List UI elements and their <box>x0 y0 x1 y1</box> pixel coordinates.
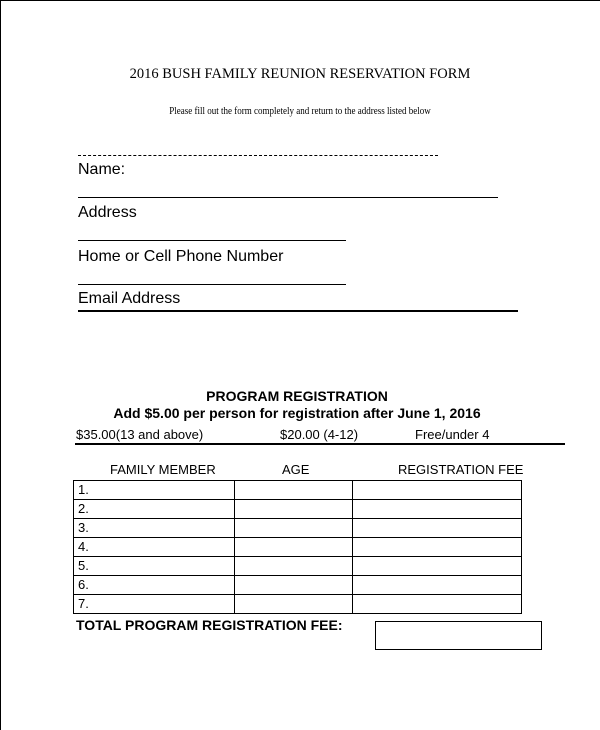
price-adult: $35.00(13 and above) <box>76 427 204 442</box>
family-member-cell[interactable]: 7. <box>74 595 235 614</box>
age-cell[interactable] <box>234 557 353 576</box>
table-row <box>74 519 522 538</box>
header-family-member: FAMILY MEMBER <box>110 462 216 477</box>
registration-fee-cell[interactable] <box>353 557 522 576</box>
registration-fee-cell[interactable] <box>353 519 522 538</box>
table-row <box>74 557 522 576</box>
total-label: TOTAL PROGRAM REGISTRATION FEE: <box>76 617 343 633</box>
registration-fee-cell[interactable] <box>353 481 522 500</box>
registration-fee-cell[interactable] <box>353 595 522 614</box>
address-label: Address <box>78 204 137 221</box>
age-cell[interactable] <box>234 576 353 595</box>
age-cell[interactable] <box>234 500 353 519</box>
price-child: $20.00 (4-12) <box>280 427 359 442</box>
registration-fee-cell[interactable] <box>353 500 522 519</box>
table-row <box>74 576 522 595</box>
form-subtitle: Please fill out the form completely and return to the address listed below <box>169 106 431 117</box>
total-fee-box[interactable] <box>375 621 542 650</box>
top-rule <box>78 155 438 156</box>
name-input-line[interactable] <box>78 197 498 198</box>
table-row <box>74 481 522 500</box>
phone-input-line[interactable] <box>78 284 346 285</box>
family-member-cell[interactable]: 2. <box>74 500 235 519</box>
price-free: Free/under 4 <box>415 427 490 442</box>
page-edge-left <box>0 0 1 730</box>
price-rule <box>75 443 565 445</box>
family-member-cell[interactable]: 3. <box>74 519 235 538</box>
address-input-line[interactable] <box>78 240 346 241</box>
name-label: Name: <box>78 161 126 178</box>
registration-fee-cell[interactable] <box>353 576 522 595</box>
table-row <box>74 500 522 519</box>
registration-fee-cell[interactable] <box>353 538 522 557</box>
phone-label: Home or Cell Phone Number <box>78 248 284 265</box>
age-cell[interactable] <box>234 595 353 614</box>
late-fee-note: Add $5.00 per person for registration after June 1, 2016 <box>113 405 481 421</box>
age-cell[interactable] <box>234 481 353 500</box>
family-member-cell[interactable]: 6. <box>74 576 235 595</box>
page-edge-top <box>0 0 600 1</box>
program-heading: PROGRAM REGISTRATION <box>206 388 388 404</box>
family-member-cell[interactable]: 1. <box>74 481 235 500</box>
table-row <box>74 595 522 614</box>
age-cell[interactable] <box>234 519 353 538</box>
email-label: Email Address <box>78 290 181 307</box>
registration-table <box>73 480 522 614</box>
age-cell[interactable] <box>234 538 353 557</box>
family-member-cell[interactable]: 5. <box>74 557 235 576</box>
family-member-cell[interactable]: 4. <box>74 538 235 557</box>
table-row <box>74 538 522 557</box>
email-input-line[interactable] <box>78 310 518 312</box>
header-age: AGE <box>282 462 310 477</box>
form-title: 2016 BUSH FAMILY REUNION RESERVATION FORM <box>129 66 471 82</box>
header-registration-fee: REGISTRATION FEE <box>398 462 524 477</box>
